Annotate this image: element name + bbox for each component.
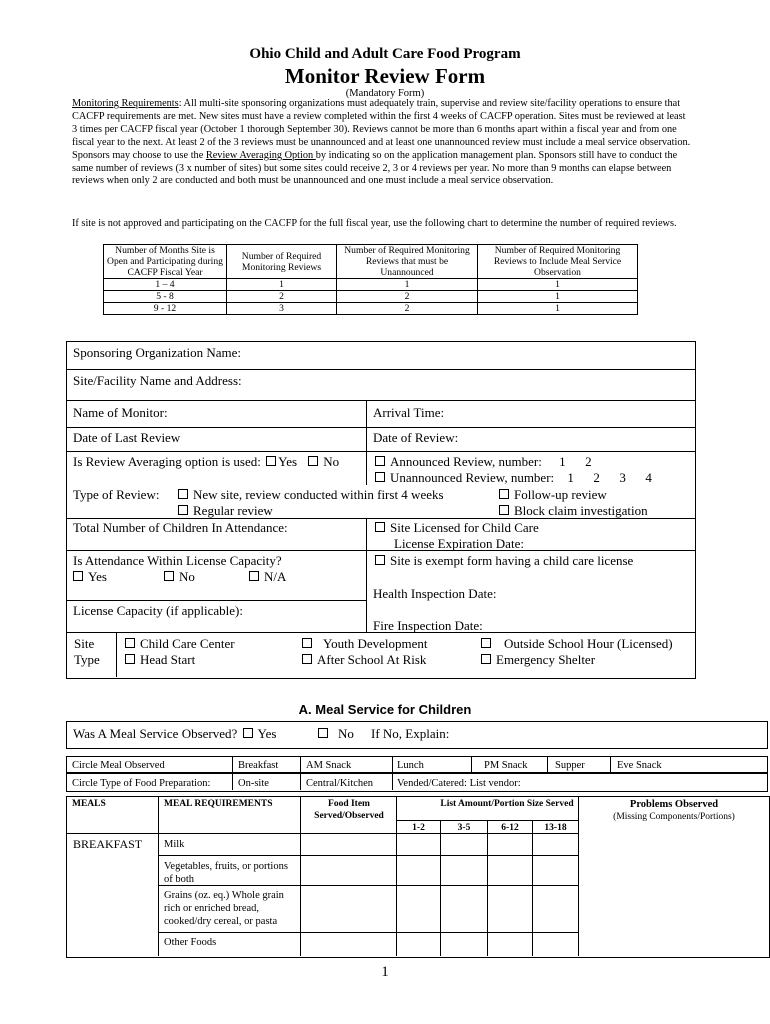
meal-observed-no-checkbox[interactable] [318, 728, 328, 738]
unannounced-label: Unannounced Review, number: [390, 470, 555, 485]
site-licensed-checkbox[interactable] [375, 522, 385, 532]
table-cell: 1 [478, 279, 638, 291]
age-group: 13-18 [544, 823, 567, 833]
divider [66, 400, 695, 401]
site-type-label-2: Type [74, 652, 100, 667]
capacity-na-option [249, 569, 286, 585]
follow-up-label: Follow-up review [514, 487, 607, 502]
requirements-label: Monitoring Requirements [72, 98, 179, 109]
averaging-yes-label: Yes [278, 454, 298, 469]
block-claim-label: Block claim investigation [514, 503, 648, 518]
table-cell: 2 [227, 291, 337, 303]
announced-checkbox[interactable] [375, 456, 385, 466]
new-site-checkbox[interactable] [178, 489, 188, 499]
site-type-option-label: Outside School Hour (Licensed) [504, 636, 673, 651]
col-problems-sub: (Missing Components/Portions) [613, 812, 735, 822]
site-type-checkbox[interactable] [125, 638, 135, 648]
exempt-label: Site is exempt form having a child care license [390, 553, 634, 568]
divider [547, 756, 548, 772]
table-cell: 1 [478, 291, 638, 303]
prep-option-onsite[interactable]: On-site [238, 778, 269, 789]
unannounced-review [375, 470, 652, 486]
site-type-checkbox[interactable] [481, 654, 491, 664]
prep-type-label: Circle Type of Food Preparation: [72, 778, 211, 789]
site-name-field[interactable]: Site/Facility Name and Address: [73, 373, 242, 388]
table-row [104, 303, 638, 315]
averaging-no-checkbox[interactable] [308, 456, 318, 466]
meal-observed-no-label: No [338, 726, 354, 741]
meal-observed-yes-label: Yes [257, 726, 277, 741]
site-type-checkbox[interactable] [481, 638, 491, 648]
site-type-option-label: Emergency Shelter [496, 652, 596, 667]
site-type-option-label: After School At Risk [317, 652, 427, 667]
monitor-name-field[interactable]: Name of Monitor: [73, 405, 168, 420]
capacity-yes-checkbox[interactable] [73, 571, 83, 581]
regular-checkbox[interactable] [178, 505, 188, 515]
req-other-foods: Other Foods [164, 937, 217, 948]
prep-option-central[interactable]: Central/Kitchen [306, 778, 374, 789]
block-claim-checkbox[interactable] [499, 505, 509, 515]
table-cell: 1 [227, 279, 337, 291]
table-cell: 2 [337, 291, 478, 303]
site-type-label: Site [74, 636, 95, 651]
meal-option-pm-snack[interactable]: PM Snack [484, 760, 528, 771]
col-problems: Problems Observed [629, 799, 719, 810]
table-row [104, 291, 638, 303]
site-type-option-label: Youth Development [323, 636, 428, 651]
regular-option [178, 503, 273, 519]
block-claim-option [499, 503, 648, 519]
health-inspection-field[interactable]: Health Inspection Date: [373, 586, 497, 601]
explain-field[interactable]: If No, Explain: [371, 726, 450, 741]
averaging-question [73, 454, 339, 470]
requirements-paragraph [72, 98, 692, 188]
announced-numbers[interactable]: 1 2 [559, 454, 592, 469]
col-meal-requirements: MEAL REQUIREMENTS [164, 799, 273, 809]
divider [66, 550, 695, 551]
page-number: 1 [381, 964, 389, 980]
meal-observed-question [73, 726, 276, 742]
meal-option-lunch[interactable]: Lunch [397, 760, 424, 771]
form-subtitle: (Mandatory Form) [345, 88, 425, 99]
table-cell: 1 [337, 279, 478, 291]
table-cell: 9 - 12 [104, 303, 227, 315]
site-type-after-school [302, 652, 426, 668]
meal-observed-no [318, 726, 354, 742]
table-header-row [104, 245, 638, 279]
review-count-table [103, 244, 638, 315]
site-type-checkbox[interactable] [302, 654, 312, 664]
divider [158, 932, 578, 933]
review-averaging-link: Review Averaging Option [205, 149, 316, 161]
capacity-no-option [164, 569, 195, 585]
meal-option-supper[interactable]: Supper [555, 760, 585, 771]
capacity-no-checkbox[interactable] [164, 571, 174, 581]
averaging-yes-checkbox[interactable] [266, 456, 276, 466]
last-review-field[interactable]: Date of Last Review [73, 430, 181, 445]
site-type-child-care [125, 636, 235, 652]
divider [610, 756, 611, 772]
total-children-field[interactable]: Total Number of Children In Attendance: [73, 520, 288, 535]
divider [300, 796, 301, 956]
exempt-checkbox[interactable] [375, 555, 385, 565]
circle-meal-label: Circle Meal Observed [72, 760, 165, 771]
site-licensed-label: Site Licensed for Child Care [390, 520, 539, 535]
table-header: Number of Required Monitoring Reviews that must be Unannounced [337, 245, 478, 279]
fire-inspection-field[interactable]: Fire Inspection Date: [373, 618, 483, 633]
divider [66, 451, 695, 452]
divider [487, 820, 488, 956]
form-title: Monitor Review Form [284, 64, 486, 88]
divider [66, 369, 695, 370]
meal-observed-label: Was A Meal Service Observed? [73, 726, 238, 741]
arrival-time-field[interactable]: Arrival Time: [373, 405, 445, 420]
unannounced-checkbox[interactable] [375, 472, 385, 482]
table-header: Number of Required Monitoring Reviews to Include Meal Service Observation [478, 245, 638, 279]
req-vegetables: Vegetables, fruits, or portions of both [164, 861, 288, 885]
site-type-option-label: Child Care Center [140, 636, 235, 651]
capacity-yes-label: Yes [88, 569, 107, 584]
meal-observed-yes-checkbox[interactable] [243, 728, 253, 738]
site-type-outside-school [481, 636, 673, 652]
site-type-checkbox[interactable] [302, 638, 312, 648]
program-name: Ohio Child and Adult Care Food Program [249, 46, 521, 62]
meal-option-breakfast[interactable]: Breakfast [238, 760, 279, 771]
requirements-text-1: : All multi-site sponsoring organizations must adequately train, supervise and review site/facility operations to ensure that CACFP requirements are met. New sites must have a review completed within the first 4 weeks of CACFP operation. Sites must be reviewed at least 3 times per CACFP fiscal year (October 1 thorough September 30). Reviews cannot be more than 6 months apart within a fiscal year and from one fiscal year to the next. At least 2 of the 3 reviews must be unannounced and at least one unannounced review must include a meal service observation. Sponsors may choose to use the [72, 98, 691, 161]
col-meals: MEALS [72, 799, 106, 809]
site-licensed-option [375, 520, 539, 536]
capacity-na-label: N/A [264, 569, 287, 584]
site-type-emergency [481, 652, 595, 668]
announced-review [375, 454, 592, 470]
section-a-title: A. Meal Service for Children [298, 702, 472, 717]
license-capacity-field[interactable]: License Capacity (if applicable): [73, 603, 244, 618]
age-group: 6-12 [501, 823, 519, 833]
table-cell: 2 [337, 303, 478, 315]
table-header: Number of Required Monitoring Reviews [227, 245, 337, 279]
averaging-label: Is Review Averaging option is used: [73, 454, 261, 469]
unannounced-numbers[interactable]: 1 2 3 4 [567, 470, 652, 485]
announced-label: Announced Review, number: [390, 454, 542, 469]
col-amount: List Amount/Portion Size Served [440, 799, 574, 809]
table-cell: 1 – 4 [104, 279, 227, 291]
averaging-no-label: No [323, 454, 340, 469]
divider [158, 796, 159, 956]
table-header: Number of Months Site is Open and Participating during CACFP Fiscal Year [104, 245, 227, 279]
site-type-head-start [125, 652, 195, 668]
regular-label: Regular review [193, 503, 273, 518]
meal-option-am-snack[interactable]: AM Snack [306, 760, 352, 771]
capacity-no-label: No [179, 569, 195, 584]
divider [578, 796, 579, 956]
divider [396, 796, 397, 956]
requirements-text-2: by indicating so on the application management plan. Sponsors still have to conduct the same number of reviews (3 x number of sites) but some sites could receive 2, 3 or 4 reviews per year. No more than 9 months can elapse between reviews when only 2 are conducted and both must be unannounced and one must include a meal service observation. [72, 149, 678, 187]
breakfast-label: BREAKFAST [73, 837, 143, 851]
req-milk: Milk [164, 839, 185, 850]
exempt-option [375, 553, 633, 569]
license-expiration-field[interactable]: License Expiration Date: [394, 536, 524, 551]
divider [66, 600, 366, 601]
prep-option-vended[interactable]: Vended/Catered: List vendor: [397, 778, 521, 789]
divider [66, 427, 695, 428]
chart-intro: If site is not approved and participating on the CACFP for the full fiscal year, use the following chart to determine the number of required reviews. [72, 218, 677, 229]
age-group: 3-5 [457, 823, 471, 833]
capacity-yes-option [73, 569, 107, 585]
meal-option-eve-snack[interactable]: Eve Snack [617, 760, 662, 771]
sponsoring-org-field[interactable]: Sponsoring Organization Name: [73, 345, 242, 360]
req-grains: Grains (oz. eq.) Whole grain rich or enriched bread, cooked/dry cereal, or pasta [164, 890, 284, 927]
divider [366, 518, 367, 632]
table-cell: 5 - 8 [104, 291, 227, 303]
follow-up-option [499, 487, 607, 503]
capacity-question: Is Attendance Within License Capacity? [73, 553, 282, 568]
review-date-field[interactable]: Date of Review: [373, 430, 459, 445]
table-row [104, 279, 638, 291]
site-type-checkbox[interactable] [125, 654, 135, 664]
divider [116, 632, 117, 677]
divider [366, 400, 367, 485]
divider [471, 756, 472, 772]
follow-up-checkbox[interactable] [499, 489, 509, 499]
table-cell: 3 [227, 303, 337, 315]
review-type-label: Type of Review: [73, 487, 160, 502]
new-site-label: New site, review conducted within first 4 weeks [193, 487, 444, 502]
divider [440, 820, 441, 956]
age-group: 1-2 [412, 823, 425, 833]
new-site-option [178, 487, 444, 503]
site-type-youth [302, 636, 427, 652]
col-food-item: Food Item Served/Observed [314, 799, 384, 821]
capacity-na-checkbox[interactable] [249, 571, 259, 581]
divider [158, 855, 578, 856]
divider [532, 820, 533, 956]
site-type-option-label: Head Start [140, 652, 196, 667]
table-cell: 1 [478, 303, 638, 315]
